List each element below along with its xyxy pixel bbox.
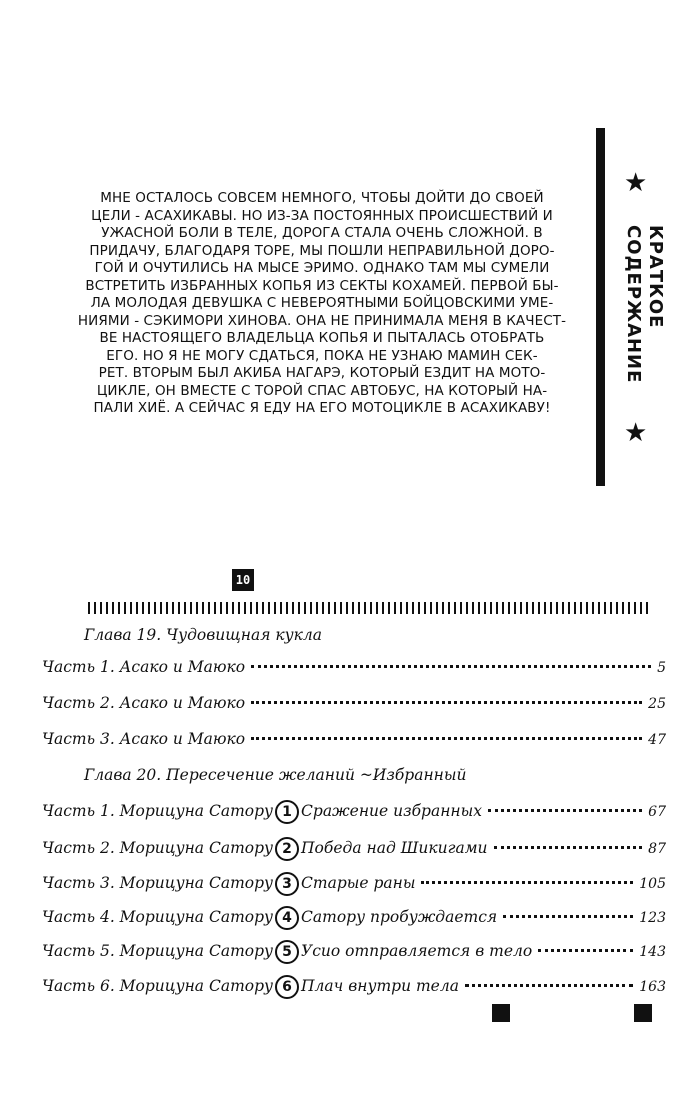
toc-page-number: 105: [639, 876, 666, 892]
toc-page-number: 25: [648, 696, 666, 712]
dot-leader: [538, 949, 633, 952]
toc-entry-subtitle: Старые раны: [301, 874, 416, 892]
sidebar-title-line: СОДЕРЖАНИЕ: [623, 225, 644, 384]
toc-entry-label: Часть 1. Асако и Маюко: [42, 658, 246, 676]
volume-badge: 10: [232, 569, 254, 591]
toc-entry-label: Часть 2. Асако и Маюко: [42, 694, 246, 712]
toc-entry-subtitle: Усио отправляется в тело: [301, 942, 533, 960]
sidebar-title: [612, 225, 672, 385]
toc-entry: [42, 906, 666, 928]
dot-leader: [251, 737, 642, 740]
circled-number: 2: [275, 837, 299, 861]
toc-page-number: 87: [648, 841, 666, 857]
toc-entry: [42, 658, 666, 680]
star-icon: ★: [624, 168, 648, 198]
toc-entry-subtitle: Плач внутри тела: [301, 977, 459, 995]
sidebar-title-line: КРАТКОЕ: [645, 225, 666, 329]
dot-leader: [465, 984, 633, 987]
circled-number: 3: [275, 872, 299, 896]
dot-leader: [503, 915, 633, 918]
synopsis-line: ЛА МОЛОДАЯ ДЕВУШКА С НЕВЕРОЯТНЫМИ БОЙЦОВСКИМИ УМЕ-: [90, 295, 554, 311]
synopsis-line: ГОЙ И ОЧУТИЛИСЬ НА МЫСЕ ЭРИМО. ОДНАКО ТАМ МЫ СУМЕЛИ: [94, 260, 550, 276]
toc-entry: [42, 694, 666, 716]
toc-entry: [42, 800, 666, 822]
toc-page-number: 67: [648, 804, 666, 820]
toc-page-number: 143: [639, 944, 666, 960]
circled-number: 5: [275, 940, 299, 964]
toc-page-number: 47: [648, 732, 666, 748]
synopsis-line: ЕГО. НО Я НЕ МОГУ СДАТЬСЯ, ПОКА НЕ УЗНАЮ МАМИН СЕК-: [106, 347, 538, 364]
decorative-square: [634, 1004, 652, 1022]
toc-entry-label: Часть 1. Морицуна Сатору: [42, 802, 274, 820]
toc-page-number: 5: [657, 660, 666, 676]
synopsis-line: УЖАСНОЙ БОЛИ В ТЕЛЕ, ДОРОГА СТАЛА ОЧЕНЬ СЛОЖНОЙ. В: [101, 225, 543, 241]
toc-page-number: 123: [639, 910, 666, 926]
circled-number: 6: [275, 975, 299, 999]
chapter-title: Глава 20. Пересечение желаний ~Избранный: [84, 766, 467, 784]
toc-entry-label: Часть 4. Морицуна Сатору: [42, 908, 274, 926]
toc-entry: [42, 872, 666, 894]
synopsis-line: ПРИДАЧУ, БЛАГОДАРЯ ТОРЕ, МЫ ПОШЛИ НЕПРАВИЛЬНОЙ ДОРО-: [89, 242, 555, 259]
synopsis-line: ВСТРЕТИТЬ ИЗБРАННЫХ КОПЬЯ ИЗ СЕКТЫ КОХАМЕЙ. ПЕРВОЙ БЫ-: [85, 277, 559, 294]
toc-entry: [42, 940, 666, 962]
tick-rule: [88, 602, 652, 614]
toc-entry: [42, 837, 666, 859]
star-icon: ★: [624, 418, 648, 448]
dot-leader: [494, 846, 643, 849]
toc-entry-label: Часть 3. Морицуна Сатору: [42, 874, 274, 892]
synopsis-line: ЦЕЛИ - АСАХИКАВЫ. НО ИЗ-ЗА ПОСТОЯННЫХ ПРОИСШЕСТВИЙ И: [91, 207, 553, 224]
synopsis-line: ПАЛИ ХИЁ. А СЕЙЧАС Я ЕДУ НА ЕГО МОТОЦИКЛЕ В АСАХИКАВУ!: [93, 400, 551, 416]
toc-entry-label: Часть 2. Морицуна Сатору: [42, 839, 274, 857]
synopsis-line: МНЕ ОСТАЛОСЬ СОВСЕМ НЕМНОГО, ЧТОБЫ ДОЙТИ ДО СВОЕЙ: [100, 190, 544, 206]
synopsis-line: РЕТ. ВТОРЫМ БЫЛ АКИБА НАГАРЭ, КОТОРЫЙ ЕЗДИТ НА МОТО-: [98, 365, 546, 381]
synopsis-line: НИЯМИ - СЭКИМОРИ ХИНОВА. ОНА НЕ ПРИНИМАЛА МЕНЯ В КАЧЕСТ-: [77, 312, 567, 329]
dot-leader: [421, 881, 633, 884]
toc-page-number: 163: [639, 979, 666, 995]
synopsis: [54, 190, 590, 418]
circled-number: 1: [275, 800, 299, 824]
dot-leader: [488, 809, 642, 812]
chapter-title: Глава 19. Чудовищная кукла: [84, 626, 323, 644]
synopsis-line: ЦИКЛЕ, ОН ВМЕСТЕ С ТОРОЙ СПАС АВТОБУС, НА КОТОРЫЙ НА-: [96, 382, 548, 399]
toc-entry-subtitle: Сатору пробуждается: [301, 908, 498, 926]
decorative-square: [492, 1004, 510, 1022]
toc-entry-label: Часть 5. Морицуна Сатору: [42, 942, 274, 960]
dot-leader: [251, 701, 642, 704]
toc-entry-label: Часть 3. Асако и Маюко: [42, 730, 246, 748]
toc-entry: [42, 730, 666, 752]
toc-entry-subtitle: Сражение избранных: [301, 802, 482, 820]
circled-number: 4: [275, 906, 299, 930]
synopsis-line: ВЕ НАСТОЯЩЕГО ВЛАДЕЛЬЦА КОПЬЯ И ПЫТАЛАСЬ ОТОБРАТЬ: [99, 330, 545, 346]
toc-entry-label: Часть 6. Морицуна Сатору: [42, 977, 274, 995]
toc-entry: [42, 975, 666, 997]
toc-entry-subtitle: Победа над Шикигами: [301, 839, 488, 857]
sidebar-rule: [596, 128, 605, 486]
dot-leader: [251, 665, 651, 668]
